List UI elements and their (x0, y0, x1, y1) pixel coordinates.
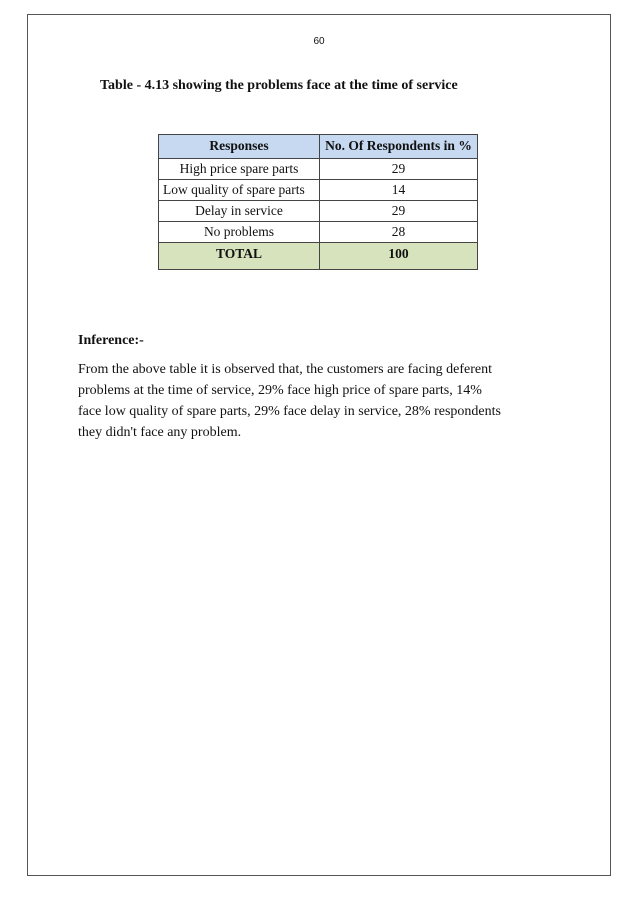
total-row (159, 243, 478, 270)
inference-line: From the above table it is observed that, the customers are facing deferent (78, 362, 493, 377)
table-header-row (159, 135, 478, 159)
response-cell: Low quality of spare parts (159, 180, 320, 201)
table-row (159, 222, 478, 243)
inference-line: face low quality of spare parts, 29% face delay in service, 28% respondents (78, 404, 501, 419)
total-value: 100 (320, 243, 478, 270)
inference-heading: Inference:- (78, 333, 144, 348)
table-row (159, 180, 478, 201)
value-cell: 14 (320, 180, 478, 201)
table-caption: Table - 4.13 showing the problems face at the time of service (100, 78, 458, 93)
value-cell: 28 (320, 222, 478, 243)
response-cell: No problems (159, 222, 320, 243)
header-respondents: No. Of Respondents in % (320, 135, 478, 159)
value-cell: 29 (320, 201, 478, 222)
header-responses: Responses (159, 135, 320, 159)
inference-line: they didn't face any problem. (78, 425, 242, 440)
table-row (159, 159, 478, 180)
response-cell: Delay in service (159, 201, 320, 222)
inference-line: problems at the time of service, 29% face high price of spare parts, 14% (78, 383, 482, 398)
inference-paragraph (78, 359, 566, 443)
total-label: TOTAL (159, 243, 320, 270)
page-number: 60 (313, 36, 325, 47)
table-row (159, 201, 478, 222)
value-cell: 29 (320, 159, 478, 180)
response-cell: High price spare parts (159, 159, 320, 180)
responses-table (158, 134, 478, 270)
